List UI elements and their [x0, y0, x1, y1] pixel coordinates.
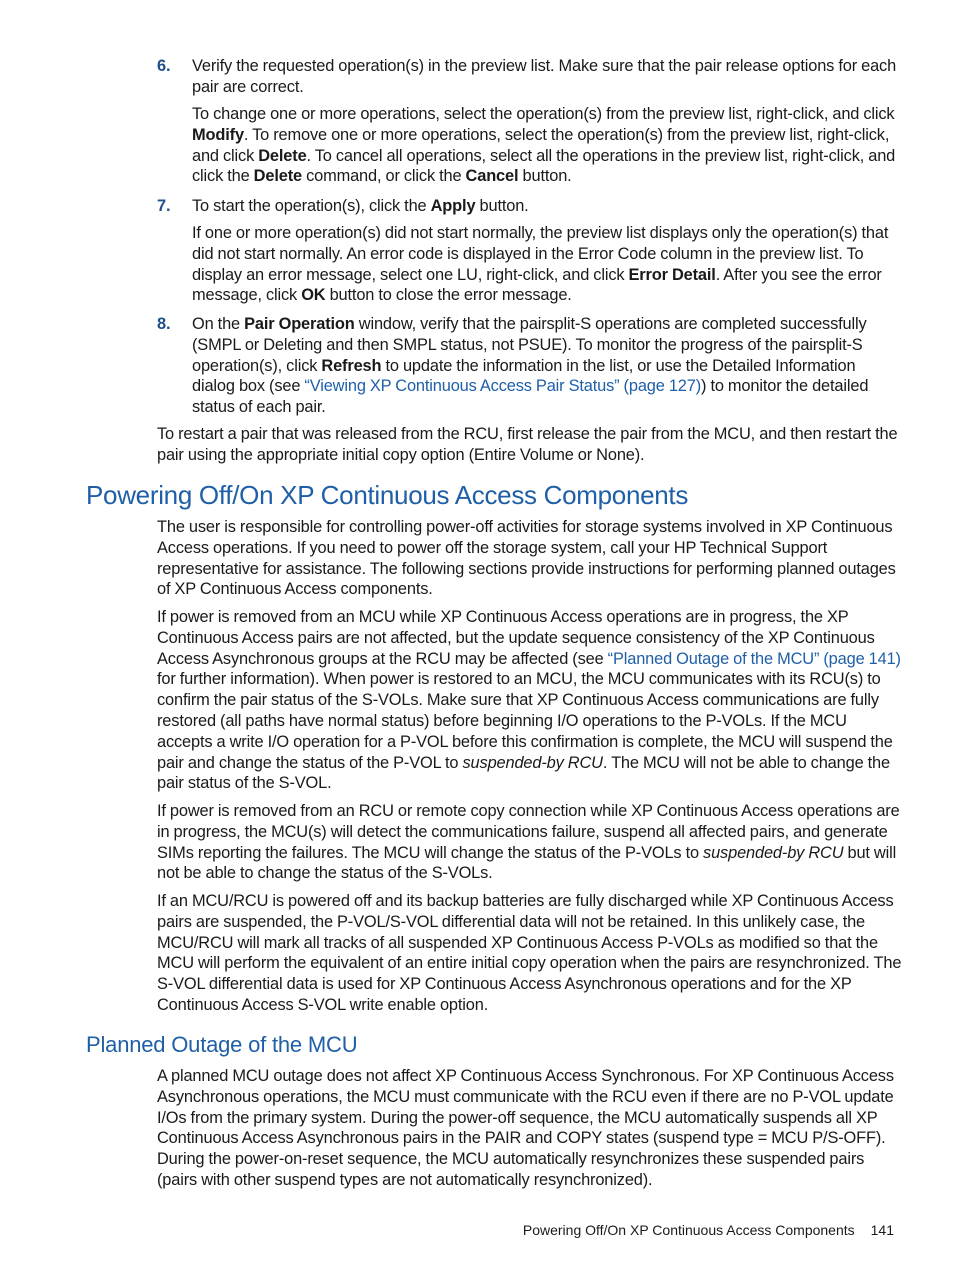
section1-paragraph-4: If an MCU/RCU is powered off and its backup batteries are fully discharged while XP Continuous Access pairs are suspended, the P-VOL/S-VOL differential data will not be retained. In this unlikely case, the MCU/RCU will mark all tracks of all suspended XP Continuous Access P-VOLs as modified so that the MCU will perform the equivalent of an entire initial copy operation when the pairs are resynchronized. The S-VOL differential data is used for XP Continuous Access Asynchronous operations and for the XP Continuous Access S-VOL write enable option. [157, 892, 902, 1014]
text-run: command, or click the [301, 167, 466, 186]
ui-term-apply: Apply [430, 197, 476, 215]
ui-term-modify: Modify [192, 125, 244, 144]
ui-term-cancel: Cancel [465, 167, 519, 186]
text-run: button. [475, 197, 529, 215]
step-7 [157, 196, 902, 217]
footer-title: Powering Off/On XP Continuous Access Components [522, 1222, 855, 1238]
page-number: 141 [870, 1222, 894, 1238]
step-6-detail [192, 104, 902, 187]
text-run: If power is removed from an MCU while XP Continuous Access operations are in progress, the XP Continuous Access pairs are not affected, but the update sequence consistency of the XP Continuous Access Asynchronous groups at the RCU may be affected (see [157, 608, 875, 668]
section-heading-powering: Powering Off/On XP Continuous Access Components [86, 480, 689, 510]
ui-term-delete: Delete [253, 167, 302, 186]
step-text [192, 314, 902, 418]
text-run: On the [192, 315, 245, 333]
step-number: 6. [157, 57, 171, 75]
xref-link-viewing-pair-status[interactable]: “Viewing XP Continuous Access Pair Status” (page 127) [304, 377, 702, 396]
status-term: suspended-by RCU [462, 753, 603, 772]
section1-paragraph-2 [157, 607, 902, 794]
text-run: . The MCU will not be able to change the pair status of the S-VOL. [157, 753, 890, 793]
page-footer [523, 1222, 894, 1238]
text-run: If one or more operation(s) did not start normally, the preview list displays only the operation(s) that did not start normally. An error code is displayed in the Error Code column in the preview list. To display an error message, select one LU, right-click, and click [192, 224, 889, 284]
section1-paragraph-1: The user is responsible for controlling power-off activities for storage systems involved in XP Continuous Access operations. If you need to power off the storage system, call your HP Technical Support representative for assistance. The following sections provide instructions for performing planned outages of XP Continuous Access components. [157, 518, 896, 599]
section-heading-planned-outage: Planned Outage of the MCU [86, 1032, 358, 1057]
ui-term-error-detail: Error Detail [628, 265, 716, 284]
status-term: suspended-by RCU [703, 843, 844, 862]
step-text [192, 196, 902, 217]
restart-paragraph: To restart a pair that was released from the RCU, first release the pair from the MCU, and then restart the pair using the appropriate initial copy option (Entire Volume or None). [157, 425, 898, 464]
text-run: . After you see the error message, click [192, 265, 882, 305]
text-run: window, verify that the pairsplit-S operations are completed successfully (SMPL or Deleting and then SMPL status, not PSUE). To monitor the progress of the pairsplit-S operation(s), click [192, 315, 867, 375]
text-run: . To cancel all operations, select all the operations in the preview list, right-click, and click the [192, 146, 896, 186]
ui-term-delete: Delete [258, 146, 307, 165]
text-run: To change one or more operations, select the operation(s) from the preview list, right-click, and click [192, 105, 895, 123]
text-run: . To remove one or more operations, select the operation(s) from the preview list, right-click, and click [192, 125, 890, 165]
ui-term-pair-operation: Pair Operation [244, 315, 355, 333]
step-8 [157, 314, 902, 418]
section2-paragraph-1: A planned MCU outage does not affect XP Continuous Access Synchronous. For XP Continuous Access Asynchronous operations, the MCU must communicate with the RCU even if there are no P-VOL update I/Os from the primary system. During the power-off sequence, the MCU automatically suspends all XP Continuous Access Asynchronous pairs in the PAIR and COPY states (suspend type = MCU P/S-OFF). During the power-on-reset sequence, the MCU automatically resynchronizes these suspended pairs (pairs with other suspend types are not automatically resynchronized). [157, 1067, 894, 1189]
text-run: but will not be able to change the status of the S-VOLs. [157, 843, 897, 883]
step-number: 7. [157, 197, 171, 215]
text-run: If power is removed from an RCU or remote copy connection while XP Continuous Access operations are in progress, the MCU(s) will detect the communications failure, suspend all affected pairs, and generate SIMs reporting the failures. The MCU will change the status of the P-VOLs to [157, 802, 900, 862]
ui-term-ok: OK [301, 286, 326, 305]
step-number: 8. [157, 315, 171, 333]
text-run: ) to monitor the detailed status of each pair. [192, 377, 869, 417]
text-run: button. [518, 167, 572, 186]
step-7-detail [192, 223, 902, 306]
xref-link-planned-outage[interactable]: “Planned Outage of the MCU” (page 141) [607, 649, 901, 668]
text-run: To start the operation(s), click the [192, 197, 431, 215]
ui-term-refresh: Refresh [321, 356, 382, 375]
text-run: button to close the error message. [325, 286, 572, 305]
step-6 [157, 56, 902, 98]
text-run: to update the information in the list, or use the Detailed Information dialog box (see [192, 356, 856, 396]
step-text: Verify the requested operation(s) in the preview list. Make sure that the pair release options for each pair are correct. [192, 57, 897, 96]
text-run: for further information). When power is restored to an MCU, the MCU communicates with its RCU(s) to confirm the pair status of the S-VOLs. Make sure that XP Continuous Access communications are fully restored (all paths have normal status) before beginning I/O operations to the P-VOLs. If the MCU accepts a write I/O operation for a P-VOL before this confirmation is complete, the MCU will suspend the pair and change the status of the P-VOL to [157, 670, 893, 772]
section1-paragraph-3 [157, 801, 902, 884]
